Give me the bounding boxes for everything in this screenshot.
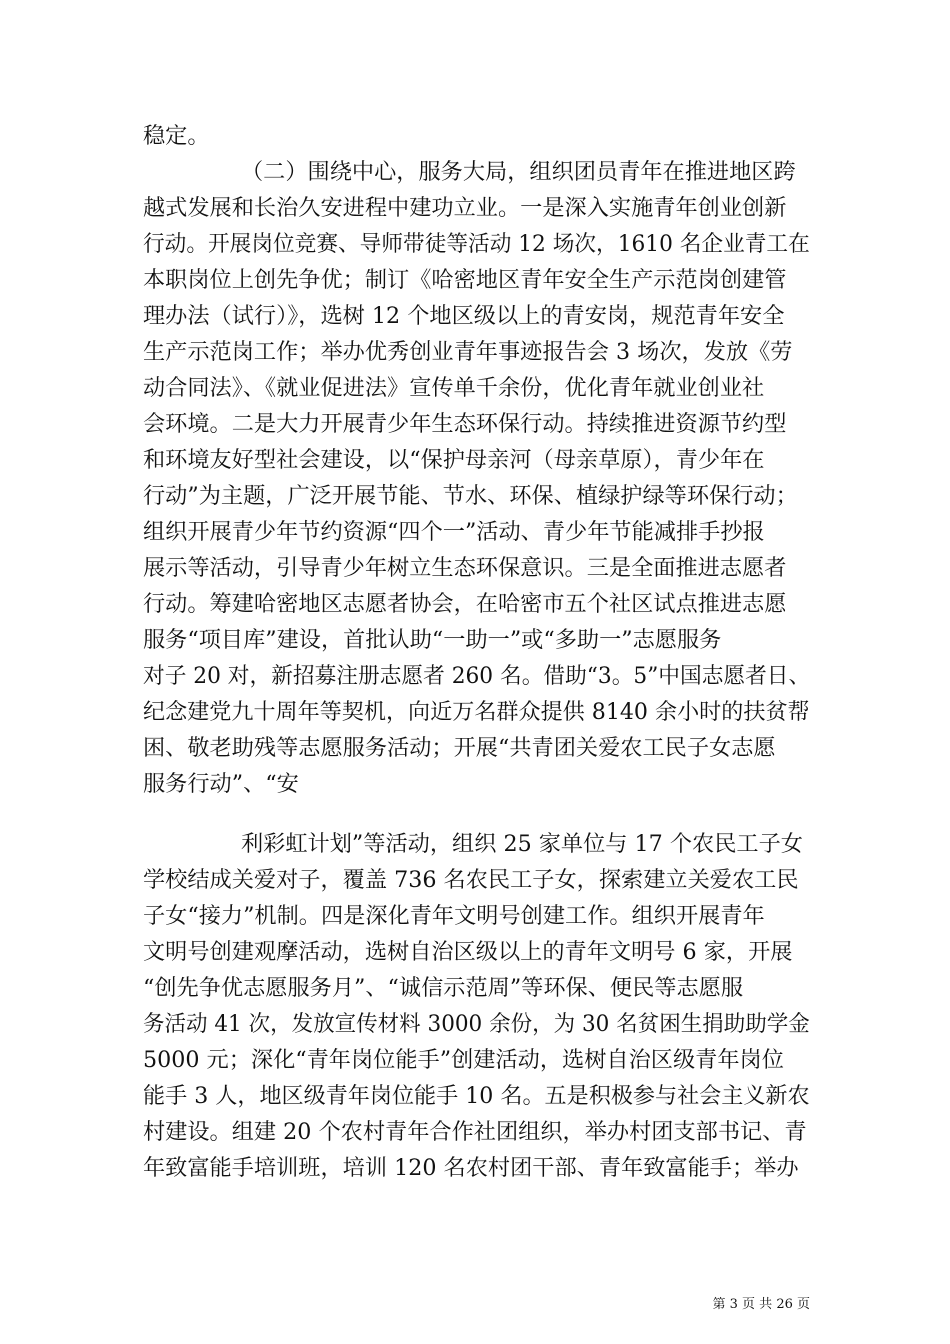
text-line: 对子 20 对，新招募注册志愿者 260 名。借助“3。5”中国志愿者日、 bbox=[143, 663, 811, 689]
text-line: 村建设。组建 20 个农村青年合作社团组织，举办村团支部书记、青 bbox=[143, 1119, 807, 1145]
text-line: 行动”为主题，广泛开展节能、节水、环保、植绿护绿等环保行动； bbox=[143, 483, 798, 509]
text-line: 本职岗位上创先争优；制订《哈密地区青年安全生产示范岗创建管 bbox=[143, 267, 787, 293]
text-line: 组织开展青少年节约资源“四个一”活动、青少年节能减排手抄报 bbox=[143, 519, 765, 545]
text-line: 理办法（试行）》，选树 12 个地区级以上的青安岗，规范青年安全 bbox=[143, 303, 785, 329]
text-line: 能手 3 人，地区级青年岗位能手 10 名。五是积极参与社会主义新农 bbox=[143, 1083, 810, 1109]
text-line: 和环境友好型社会建设，以“保护母亲河（母亲草原），青少年在 bbox=[143, 447, 765, 473]
text-line: 动合同法》、《就业促进法》宣传单千余份，优化青年就业创业社 bbox=[143, 375, 765, 401]
text-line: 子女“接力”机制。四是深化青年文明号创建工作。组织开展青年 bbox=[143, 903, 765, 929]
text-line-indented: 利彩虹计划”等活动，组织 25 家单位与 17 个农民工子女 bbox=[241, 831, 803, 857]
text-line: 年致富能手培训班，培训 120 名农村团干部、青年致富能手；举办 bbox=[143, 1155, 799, 1181]
text-line: 学校结成关爱对子，覆盖 736 名农民工子女，探索建立关爱农工民 bbox=[143, 867, 799, 893]
text-line: 展示等活动，引导青少年树立生态环保意识。三是全面推进志愿者 bbox=[143, 555, 787, 581]
text-line: 文明号创建观摩活动，选树自治区级以上的青年文明号 6 家，开展 bbox=[143, 939, 793, 965]
text-line: 稳定。 bbox=[143, 123, 210, 149]
text-line: 困、敬老助残等志愿服务活动；开展“共青团关爱农工民子女志愿 bbox=[143, 735, 776, 761]
text-line: 生产示范岗工作；举办优秀创业青年事迹报告会 3 场次，发放《劳 bbox=[143, 339, 793, 365]
text-line: 越式发展和长治久安进程中建功立业。一是深入实施青年创业创新 bbox=[143, 195, 787, 221]
text-line: 行动。筹建哈密地区志愿者协会，在哈密市五个社区试点推进志愿 bbox=[143, 591, 787, 617]
text-line: 会环境。二是大力开展青少年生态环保行动。持续推进资源节约型 bbox=[143, 411, 787, 437]
text-line: 行动。开展岗位竞赛、导师带徒等活动 12 场次，1610 名企业青工在 bbox=[143, 231, 810, 257]
text-line: 纪念建党九十周年等契机，向近万名群众提供 8140 余小时的扶贫帮 bbox=[143, 699, 810, 725]
text-line: 服务行动”、“安 bbox=[143, 771, 299, 797]
text-line: “创先争优志愿服务月”、“诚信示范周”等环保、便民等志愿服 bbox=[143, 975, 744, 1001]
page-footer: 第 3 页 共 26 页 bbox=[712, 1297, 810, 1312]
paragraph-heading-line: （二）围绕中心，服务大局，组织团员青年在推进地区跨 bbox=[241, 159, 796, 185]
text-line: 务活动 41 次，发放宣传材料 3000 余份，为 30 名贫困生捐助助学金 bbox=[143, 1011, 810, 1037]
text-line: 5000 元；深化“青年岗位能手”创建活动，选树自治区级青年岗位 bbox=[143, 1047, 784, 1073]
text-line: 服务“项目库”建设，首批认助“一助一”或“多助一”志愿服务 bbox=[143, 627, 722, 653]
